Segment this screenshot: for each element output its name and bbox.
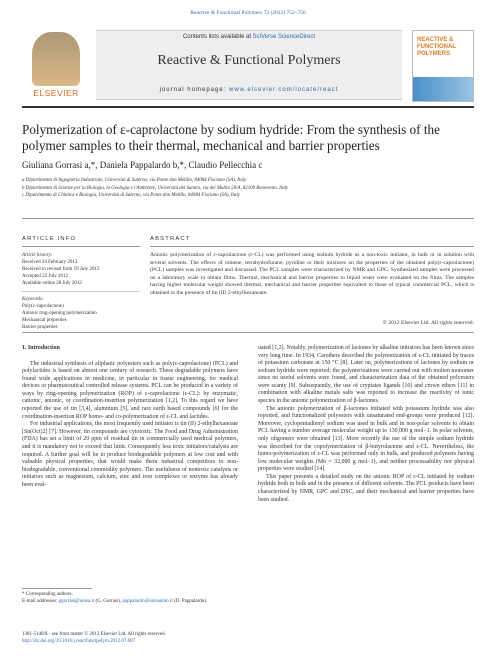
body-column-left (22, 345, 238, 489)
body-paragraph: For industrial applications, the most frequently used initiator is tin (II) 2-ethylhexanoate [Sn(Oct)2] [7]. However, tin compounds are cytotoxic. The Food and Drug Administration (FDA) has set a limit of 20 ppm of residual tin in commercially used medical polymers, and it is mandatory not to exceed that limit. Consequently less toxic initiators/catalysts are required. A further goal will be to produce biodegradable polymers at low cost and with valuable physical properties, that would make them industrial competitors to non-biodegradable, conventional commodity polymers. The usefulness of nontoxic catalysts or initiators such as magnesium, calcium, zinc and iron complexes or enzyme has already been eval- (22, 421, 238, 488)
publisher-name: ELSEVIER (33, 88, 79, 98)
section-heading: 1. Introduction (22, 345, 60, 351)
article-info-heading: ARTICLE INFO (22, 236, 77, 242)
email-prefix: E-mail addresses: (22, 598, 58, 604)
contents-prefix: Contents lists available at (182, 34, 251, 40)
doi-link[interactable]: http://dx.doi.org/10.1016/j.reactfunctpolym.2012.07.007 (22, 638, 136, 644)
abstract-rule (150, 246, 474, 247)
affiliation-b: b Dipartimento di Scienze per la Biologia, la Geologia e l'Ambiente, Università del Sannio, via dei Mulini 59/A, 82100 Benevento, Italy (22, 185, 289, 191)
history-item: Available online 28 July 2012 (22, 281, 82, 286)
abstract-text: Anionic polymerization of ε-caprolactone (ε-CL) was performed using sodium hydride as a non-toxic initiator, in bulk or in solution with several solvents. The effects of toluene, tetrahydrofurane, pyridine or their mixtures on the properties of the obtained poly(ε-caprolactone) (PCL) samples was investigated and discussed. The PCL samples were characterized by NMR and GPC. Synthesized samples were processed on a laboratory scale to obtain films. Thermal, mechanical and barrier properties to liquid water were evaluated on the films. The samples having higher molecular weight showed thermal, mechanical and barrier properties equivalent to those of typical commercial PCL, which is obtained in the presence of tin (II) 2-ethylhexanoate. (150, 252, 474, 296)
journal-cover-thumbnail[interactable] (412, 30, 474, 102)
bottom-meta (22, 632, 322, 645)
abstract-divider (22, 332, 474, 333)
body-paragraph: uated [1,2]. Notably, polymerization of lactones by alkaline initiators has been known since very long time. In 1934, Carothers described the polymerization of ε-CL initiated by traces of potassium carbonate at 150 °C [8]. Later on, polymerizations of lactones by sodium or sodium hydride were reported; the polymerizations were carried out with molten monomer since no useful solvents were found, and characterization data of the obtained polyesters were scanty [9]. Subsequently, the use of cryptates ligands [10] and crown ethers [11] in combination with alkaline metals salts was reported to increase the reactivity of ionic species in the anionic polymerization of β-lactones. (258, 345, 474, 405)
copyright-notice: © 2012 Elsevier Ltd. All rights reserved. (382, 320, 474, 326)
keyword-item: Anionic ring-opening polymerization (22, 311, 97, 316)
keywords-rule (22, 291, 140, 292)
email-link-1[interactable]: ggorrasi@unisa.it (58, 598, 95, 604)
body-paragraph: This paper presents a detailed study on the anionic ROP of ε-CL initiated by sodium hydride both in bulk and in the presence of different solvents. The PCL products have been characterized by NMR, GPC and DSC, and their mechanical and barrier properties have been studied. (258, 473, 474, 503)
masthead-band (96, 30, 402, 100)
body-paragraph: The industrial synthesis of aliphatic polyesters such as poly(ε-caprolactone) (PCL) and polylactides is based on almost one century of research. These degradable polymers have found wide applications in medicine, in particular in tissue engineering, for medical devices or pharmaceutical controlled release systems. PCL can be produced in a variety of ways by ring-opening polymerization (ROP) of ε-caprolactone (ε-CL): by enzymatic, cationic, anionic, or coordination-insertion polymerization [1,2]. To this regard we have reported the use of tin [3,4], aluminum [5], and rare earth based compounds [6] for the coordination-insertion ROP homo- and co-polymerization of ε-CL and lactides. (22, 360, 238, 420)
corresponding-footnote (22, 592, 238, 605)
keyword-item: Barrier properties (22, 325, 58, 330)
article-info-rule (22, 246, 140, 247)
homepage-link[interactable]: www.elsevier.com/locate/react (229, 87, 339, 93)
cover-title-line-3: POLYMERS (417, 51, 451, 57)
affiliation-c: c Dipartimento di Chimica e Biologia, Università di Salerno, via Ponte don Melillo, 84084 Fisciano (SA), Italy (22, 193, 240, 199)
history-item: Received 24 February 2012 (22, 260, 78, 265)
cover-title-line-2: FUNCTIONAL (417, 44, 456, 50)
sciencedirect-link[interactable]: SciVerse ScienceDirect (252, 34, 316, 40)
elsevier-logo[interactable] (22, 30, 90, 102)
history-heading: Article history: (22, 253, 53, 258)
affiliations (22, 177, 474, 200)
keyword-item: Mechanical properties (22, 318, 67, 323)
article-title: Polymerization of ε-caprolactone by sodium hydride: From the synthesis of the polymer samples to their thermal, mechanical and barrier properties (22, 122, 440, 153)
body-column-right (258, 345, 474, 504)
email-suffix-1: (G. Gorrasi), (95, 598, 122, 604)
header-divider (22, 218, 474, 219)
cover-title-line-1: REACTIVE & (417, 37, 454, 43)
email-suffix-2: (D. Pappalardo). (173, 598, 208, 604)
keywords-heading: Keywords: (22, 297, 44, 302)
article-history (22, 252, 140, 287)
journal-homepage (96, 87, 402, 93)
history-item: Received in revised form 19 July 2012 (22, 267, 100, 272)
email-line (22, 599, 238, 606)
article-authors: Giuliana Gorrasi a,*, Daniela Pappalardo b,*, Claudio Pellecchia c (22, 160, 263, 170)
elsevier-tree-icon (32, 32, 80, 86)
keywords (22, 296, 140, 331)
homepage-prefix: journal homepage: (159, 87, 227, 93)
contents-line (96, 34, 402, 40)
body-paragraph: The anionic polymerization of β-lactones initiated with potassium hydride was also reported, and functionalized polyesters with unsaturated end-groups were produced [12]. Moreover, cyclopentadienyl sodium was used in bulk and in non-polar solvents to obtain PCL having a number average molecular weight up to 130,000 g mol−1. In polar solvents, only oligomers were obtained [13]. More recently the use of the simple sodium hydride was described for the copolymerization of β-butyrolactone and ε-CL. Nevertheless, the homo-polymerization of ε-CL was performed only in bulk, and produced polymers having low molecular weights (Mn = 32,000 g mol−1), and neither processability nor physical properties were studied [14]. (258, 405, 474, 473)
abstract-heading: ABSTRACT (150, 236, 191, 242)
cover-band (413, 77, 473, 101)
journal-citation[interactable]: Reactive & Functional Polymers 72 (2012) 752–756 (190, 10, 306, 16)
email-link-2[interactable]: pappalardo@unisannio.it (122, 598, 173, 604)
corresponding-label: * Corresponding authors. (22, 592, 73, 597)
issn-line: 1381-5148/$ - see front matter © 2012 Elsevier Ltd. All rights reserved. (22, 632, 166, 637)
footnote-rule (22, 588, 92, 589)
history-item: Accepted 22 July 2012 (22, 274, 68, 279)
masthead-rule (22, 106, 474, 108)
cover-title (417, 37, 456, 58)
keyword-item: Poly(ε-caprolactone) (22, 304, 64, 309)
journal-masthead (22, 30, 474, 104)
journal-title: Reactive & Functional Polymers (157, 53, 341, 68)
affiliation-a: a Dipartimento di Ingegneria Industriale, Università di Salerno, via Ponte don Melillo, 84084 Fisciano (SA), Italy (22, 178, 247, 183)
